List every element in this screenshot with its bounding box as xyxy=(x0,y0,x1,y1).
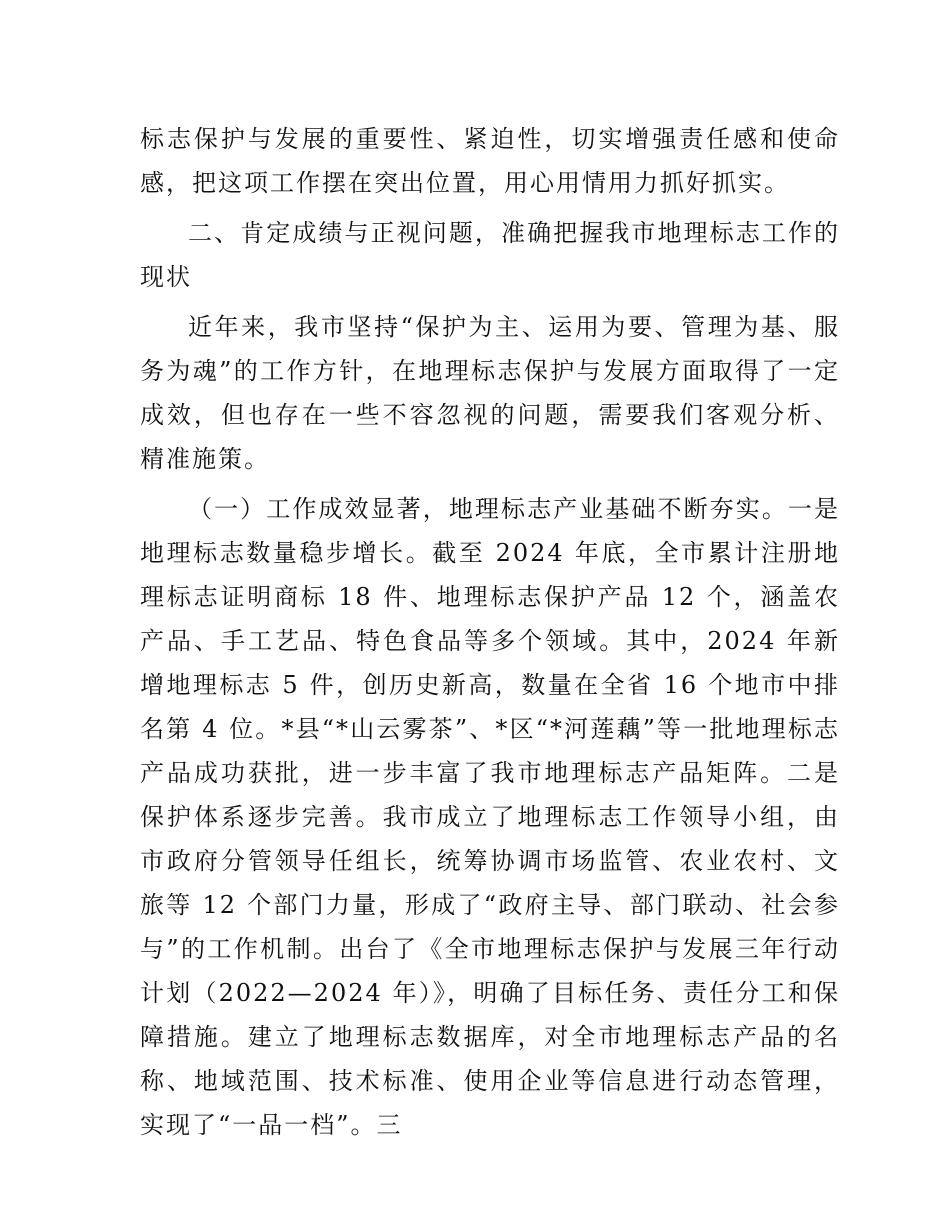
document-body xyxy=(140,117,840,1147)
section-heading: 二、肯定成绩与正视问题，准确把握我市地理标志工作的现状 xyxy=(140,219,840,291)
paragraph-achievements: （一）工作成效显著，地理标志产业基础不断夯实。一是地理标志数量稳步增长。截至 2024 年底，全市累计注册地理标志证明商标 18 件、地理标志保护产品 12 个，涵盖农产品、手工艺品、特色食品等多个领域。其中，2024 年新增地理标志 5 件，创历史新高，数量在全省 16 个地市中排名第 4 位。*县“*山云雾茶”、*区“*河莲藕”等一批地理标志产品成功获批，进一步丰富了我市地理标志产品矩阵。二是保护体系逐步完善。我市成立了地理标志工作领导小组，由市政府分管领导任组长，统筹协调市场监管、农业农村、文旅等 12 个部门力量，形成了“政府主导、部门联动、社会参与”的工作机制。出台了《全市地理标志保护与发展三年行动计划（2022—2024 年）》，明确了目标任务、责任分工和保障措施。建立了地理标志数据库，对全市地理标志产品的名称、地域范围、技术标准、使用企业等信息进行动态管理，实现了“一品一档”。三 xyxy=(140,495,840,1139)
paragraph-intro: 近年来，我市坚持“保护为主、运用为要、管理为基、服务为魂”的工作方针，在地理标志保护与发展方面取得了一定成效，但也存在一些不容忽视的问题，需要我们客观分析、精准施策。 xyxy=(140,313,840,473)
paragraph-continuation: 标志保护与发展的重要性、紧迫性，切实增强责任感和使命感，把这项工作摆在突出位置，用心用情用力抓好抓实。 xyxy=(140,125,840,197)
